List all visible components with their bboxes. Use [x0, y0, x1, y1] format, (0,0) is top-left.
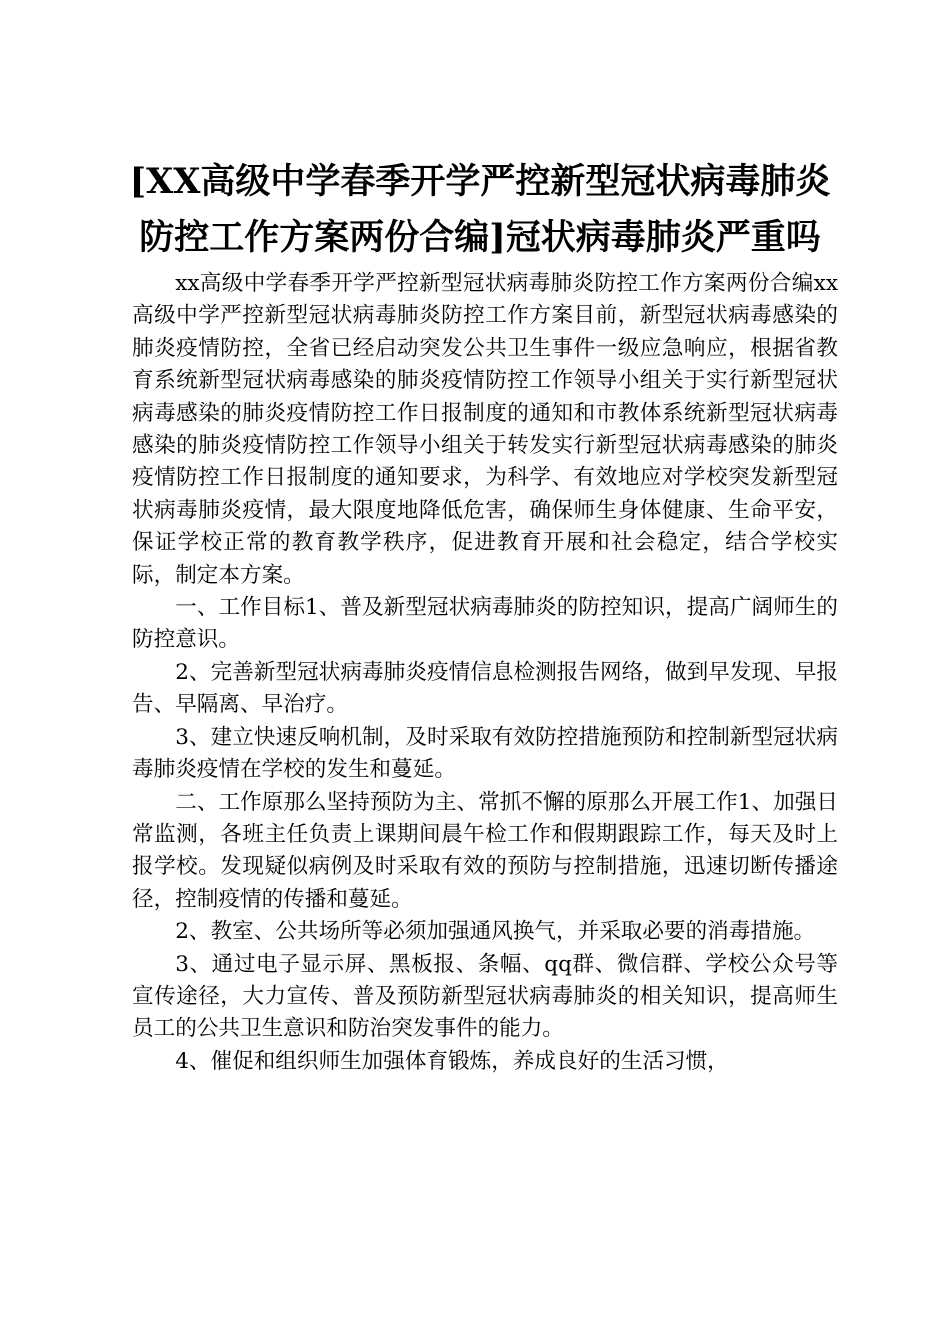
document-body	[132, 268, 838, 1078]
paragraph-intro: xx高级中学春季开学严控新型冠状病毒肺炎防控工作方案两份合编xx高级中学严控新型冠状病毒肺炎防控工作方案目前，新型冠状病毒感染的肺炎疫情防控，全省已经启动突发公共卫生事件一级应急响应，根据省教育系统新型冠状病毒感染的肺炎疫情防控工作领导小组关于实行新型冠状病毒感染的肺炎疫情防控工作日报制度的通知和市教体系统新型冠状病毒感染的肺炎疫情防控工作领导小组关于转发实行新型冠状病毒感染的肺炎疫情防控工作日报制度的通知要求，为科学、有效地应对学校突发新型冠状病毒肺炎疫情，最大限度地降低危害，确保师生身体健康、生命平安，保证学校正常的教育教学秩序，促进教育开展和社会稳定，结合学校实际，制定本方案。	[132, 271, 838, 588]
paragraph-principle-4: 4、催促和组织师生加强体育锻炼，养成良好的生活习惯，	[175, 1048, 729, 1074]
document-title-line-2: 防控工作方案两份合编]冠状病毒肺炎严重吗	[139, 217, 821, 258]
paragraph-goal-3: 3、建立快速反响机制，及时采取有效防控措施预防和控制新型冠状病毒肺炎疫情在学校的发生和蔓延。	[132, 724, 838, 783]
paragraph-principle-2: 2、教室、公共场所等必须加强通风换气，并采取必要的消毒措施。	[175, 919, 816, 945]
paragraph-goal-1: 一、工作目标1、普及新型冠状病毒肺炎的防控知识，提高广阔师生的防控意识。	[132, 595, 838, 653]
paragraph-principle-1: 二、工作原那么坚持预防为主、常抓不懈的原那么开展工作1、加强日常监测，各班主任负责上课期间晨午检工作和假期跟踪工作，每天及时上报学校。发现疑似病例及时采取有效的预防与控制措施，迅速切断传播途径，控制疫情的传播和蔓延。	[132, 789, 838, 912]
paragraph-principle-3: 3、通过电子显示屏、黑板报、条幅、qq群、微信群、学校公众号等宣传途径，大力宣传、普及预防新型冠状病毒肺炎的相关知识，提高师生员工的公共卫生意识和防治突发事件的能力。	[132, 951, 838, 1042]
paragraph-goal-2: 2、完善新型冠状病毒肺炎疫情信息检测报告网络，做到早发现、早报告、早隔离、早治疗。	[132, 659, 838, 718]
document-title-line-1: [XX高级中学春季开学严控新型冠状病毒肺炎	[129, 161, 831, 202]
